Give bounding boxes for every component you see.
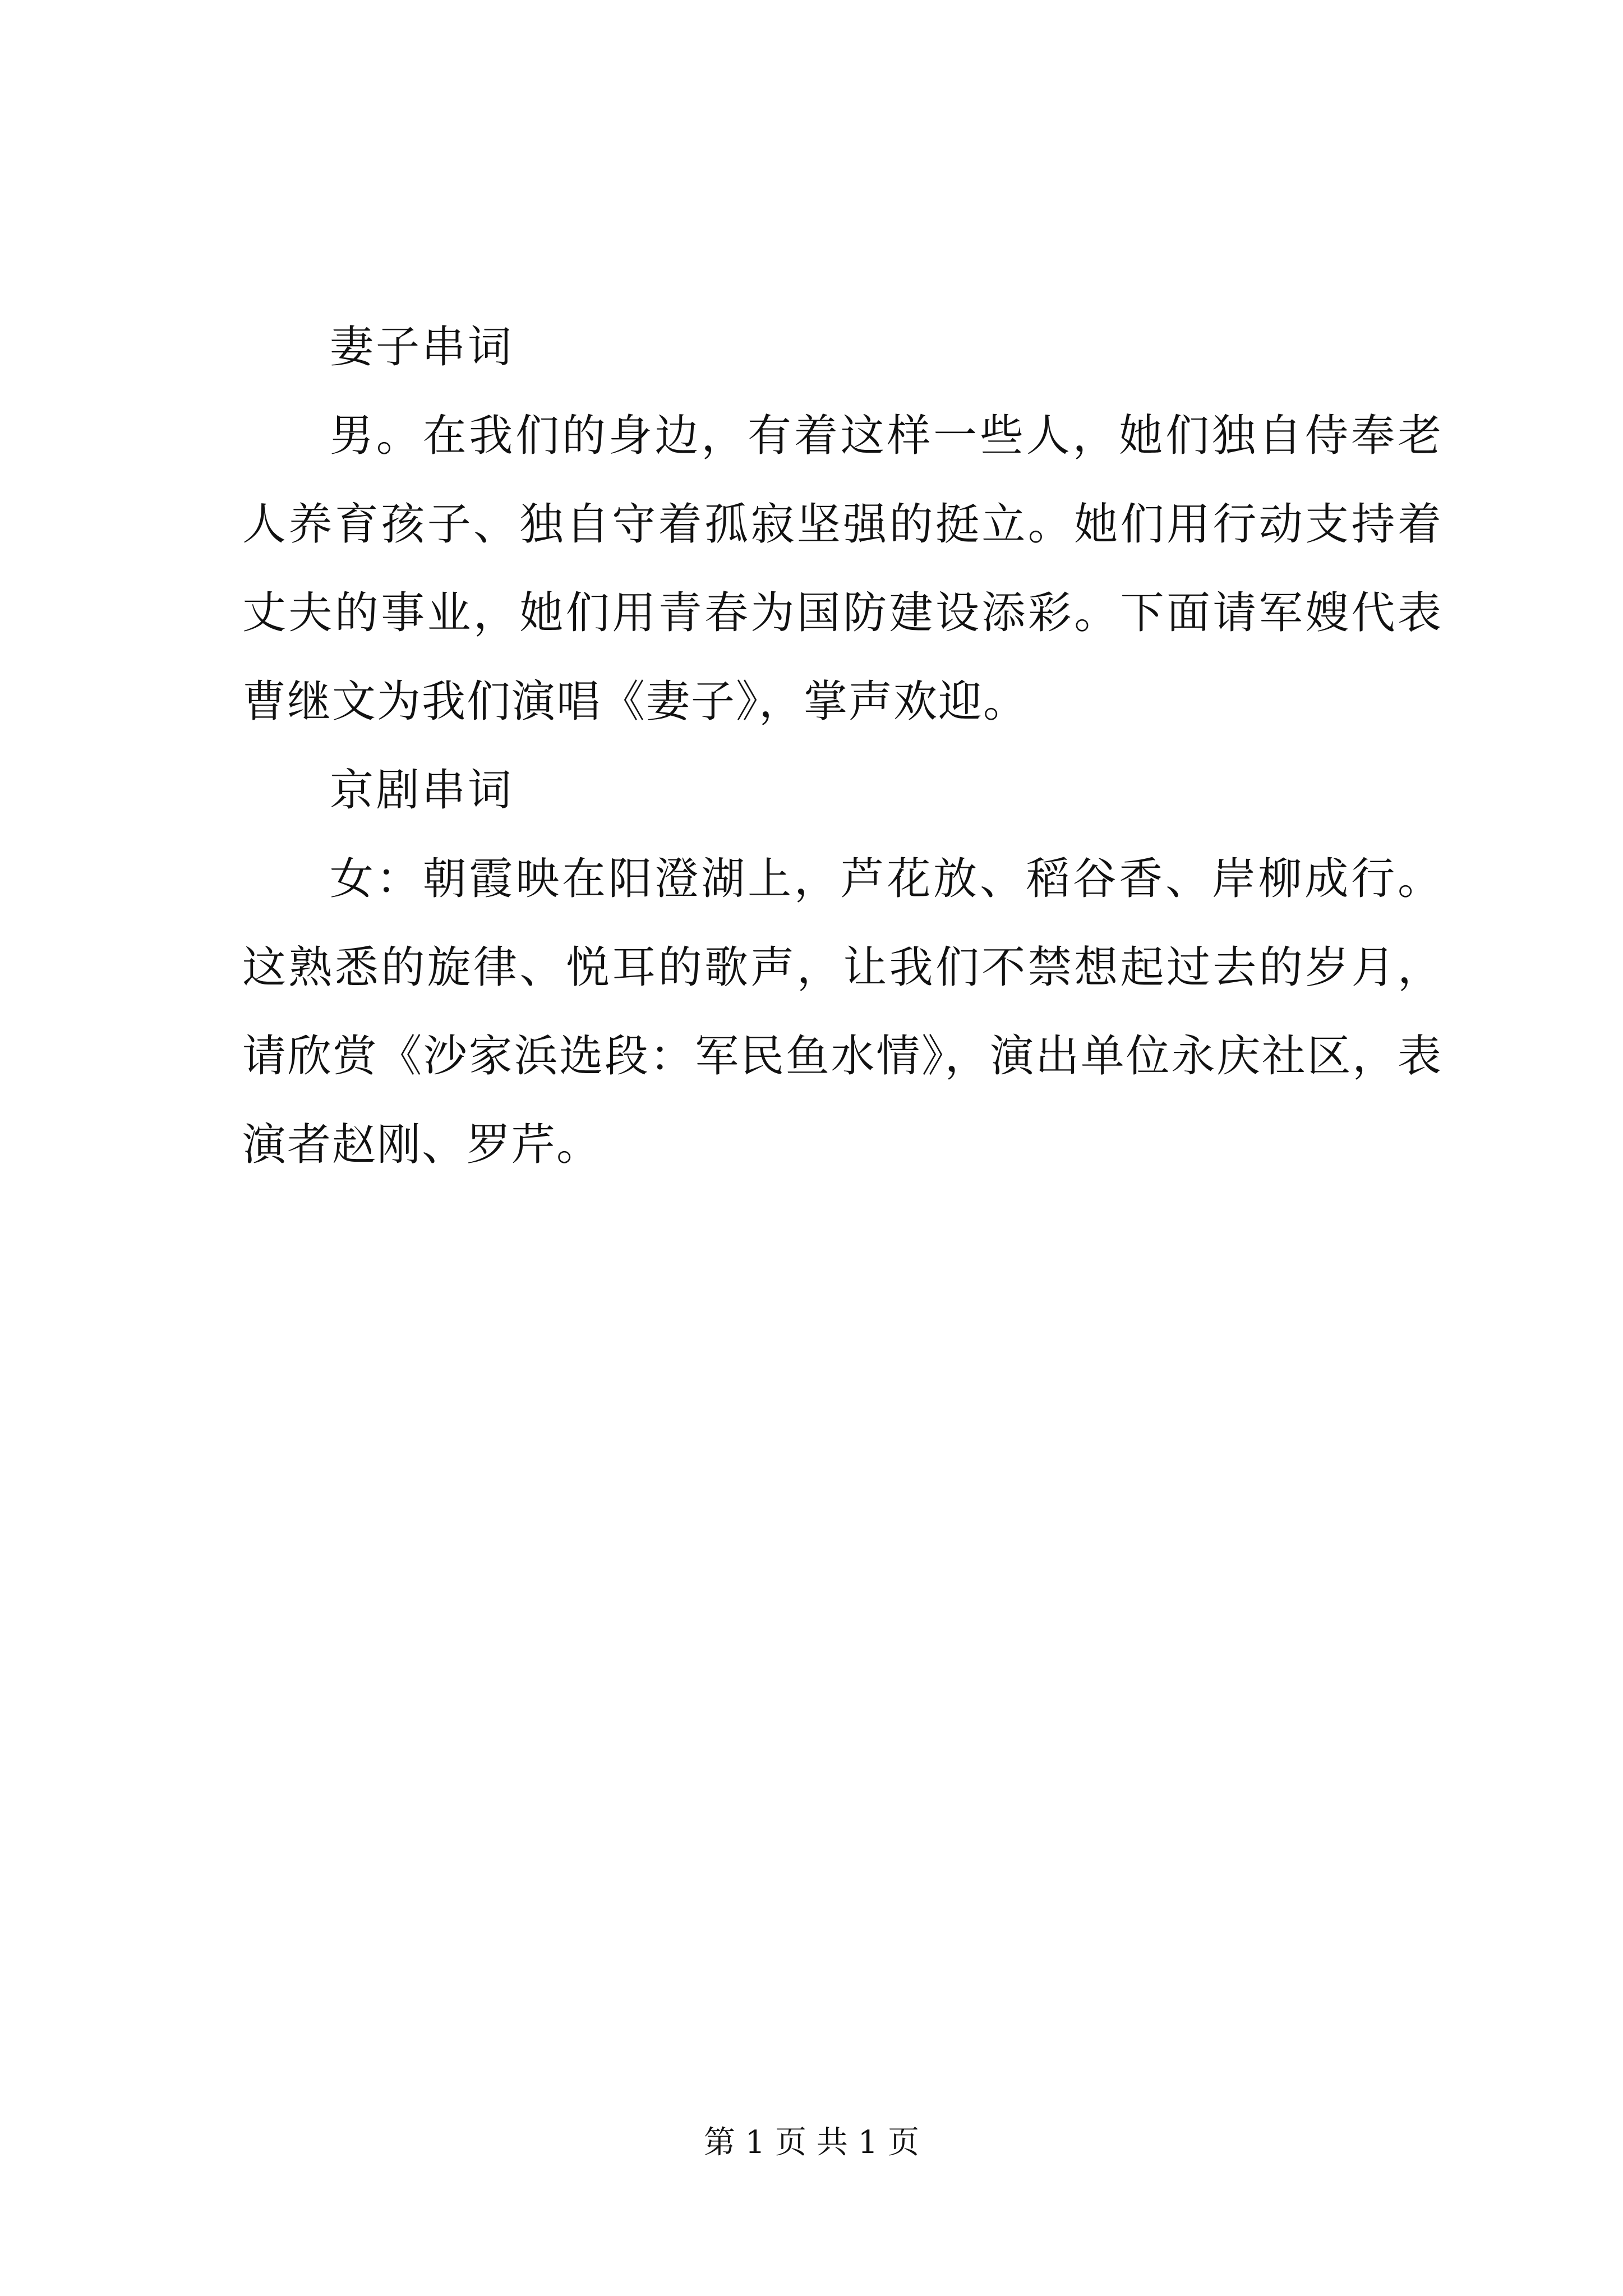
section-paragraph-wife: 男。在我们的身边，有着这样一些人，她们独自侍奉老人养育孩子、独自守着孤寂坚强的挺立。她们用行动支持着丈夫的事业，她们用青春为国防建设添彩。下面请军嫂代表曹继文为我们演唱《妻子》，掌声欢迎。 <box>242 411 1442 727</box>
section-heading-wife: 妻子串词 <box>330 322 514 372</box>
page-footer: 第 1 页 共 1 页 <box>703 2124 920 2161</box>
section-heading-peking-opera: 京剧串词 <box>330 765 514 816</box>
document-body <box>242 303 1442 1189</box>
section-paragraph-peking-opera: 女：朝霞映在阳澄湖上，芦花放、稻谷香、岸柳成行。这熟悉的旋律、悦耳的歌声，让我们不禁想起过去的岁月，请欣赏《沙家浜选段：军民鱼水情》，演出单位永庆社区，表演者赵刚、罗芹。 <box>242 854 1442 1170</box>
